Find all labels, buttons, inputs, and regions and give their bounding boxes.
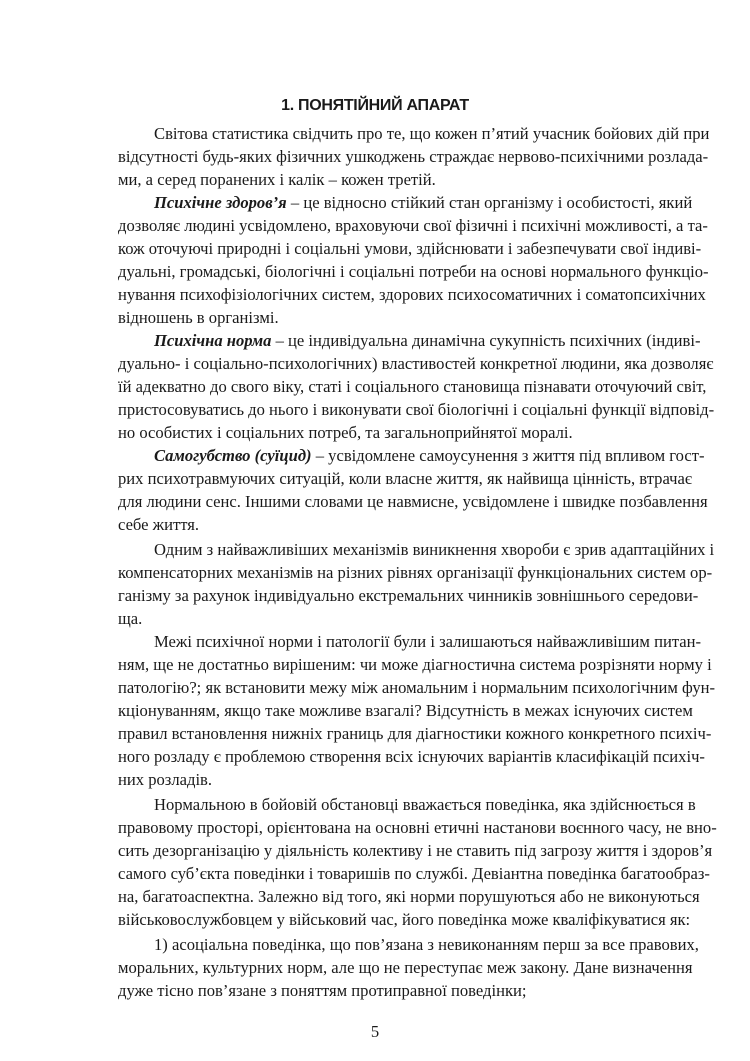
text-line: військовослужбовцем у військовий час, його поведінка може кваліфікуватися як: (118, 910, 691, 929)
text-line: ного розладу є проблемою створення всіх існуючих варіантів класифікацій психіч- (118, 747, 705, 766)
text-line: ми, а серед поранених і калік – кожен третій. (118, 170, 436, 189)
text-line: Межі психічної норми і патології були і залишаються найважливішим питан- (154, 632, 702, 651)
definition-text: – це відносно стійкий стан організму і особистості, який (286, 193, 693, 212)
text-line: самого суб’єкта поведінки і товаришів по службі. Девіантна поведінка багатообраз- (118, 864, 710, 883)
text-line: дуально- і соціально-психологічних) властивостей конкретної людини, яка дозволяє (118, 354, 714, 373)
term-mental-health: Психічне здоров’я (154, 193, 287, 212)
page-number: 5 (370, 1022, 380, 1041)
definition-line (154, 444, 705, 467)
text-line: на, багатоаспектна. Залежно від того, які норми порушуються або не виконуються (118, 887, 700, 906)
text-line: кож оточуючі природні і соціальні умови, здійснювати і забезпечувати свої індиві- (118, 239, 702, 258)
text-line: них розладів. (118, 770, 213, 789)
definition-text: – це індивідуальна динамічна сукупність психічних (індиві- (271, 331, 701, 350)
text-line: дозволяє людині усвідомлено, враховуючи свої фізичні і психічні можливості, а та- (118, 216, 708, 235)
text-line: правовому просторі, орієнтована на основні етичні настанови воєнного часу, не вно- (118, 818, 717, 837)
text-line: правил встановлення нижніх границь для діагностики кожного конкретного психіч- (118, 724, 712, 743)
text-line: патологію?; як встановити межу між аномальним і нормальним психологічним фун- (118, 678, 716, 697)
definition-text: – усвідомлене самоусунення з життя під впливом гост- (311, 446, 705, 465)
text-line: ща. (118, 609, 143, 628)
text-line: для людини сенс. Іншими словами це навмисне, усвідомлене і швидке позбавлення (118, 492, 708, 511)
text-line: рих психотравмуючих ситуацій, коли власне життя, як найвища цінність, втрачає (118, 469, 692, 488)
text-line: но особистих і соціальних потреб, та загальноприйнятої моралі. (118, 423, 573, 442)
definition-line (154, 191, 693, 214)
text-line: їй адекватно до свого віку, статі і соціального становища пізнавати оточуючий світ, (118, 377, 707, 396)
text-line: себе життя. (118, 515, 200, 534)
section-heading: 1. ПОНЯТІЙНИЙ АПАРАТ (281, 97, 469, 114)
text-line: відсутності будь-яких фізичних ушкоджень страждає нервово-психічними розлада- (118, 147, 709, 166)
text-line: кціонуванням, якщо таке можливе взагалі? Відсутність в межах існуючих систем (118, 701, 693, 720)
text-line: моральних, культурних норм, але що не переступає меж закону. Дане визначення (118, 958, 693, 977)
term-mental-norm: Психічна норма (154, 331, 272, 350)
definition-line (154, 329, 701, 352)
text-line: компенсаторних механізмів на різних рівнях організації функціональних систем ор- (118, 563, 713, 582)
text-line: дуже тісно пов’язане з поняттям протиправної поведінки; (118, 981, 527, 1000)
text-line: дуальні, громадські, біологічні і соціальні потреби на основі нормального функціо- (118, 262, 709, 281)
text-line: Світова статистика свідчить про те, що кожен п’ятий учасник бойових дій при (154, 124, 710, 143)
text-line: Нормальною в бойовій обстановці вважається поведінка, яка здійснюється в (154, 795, 696, 814)
term-suicide: Самогубство (суїцид) (154, 446, 312, 465)
text-line: ням, ще не достатньо вирішеним: чи може діагностична система розрізняти норму і (118, 655, 712, 674)
text-line: сить дезорганізацію у діяльність колективу і не ставить під загрозу життя і здоров’я (118, 841, 713, 860)
text-line: ганізму за рахунок індивідуально екстремальних чинників зовнішнього середови- (118, 586, 699, 605)
text-line: пристосовуватись до нього і виконувати свої біологічні і соціальні функції відповід- (118, 400, 715, 419)
text-line: нування психофізіологічних систем, здорових психосоматичних і соматопсихічних (118, 285, 706, 304)
text-line: 1) асоціальна поведінка, що пов’язана з невиконанням перш за все правових, (154, 935, 699, 954)
text-line: відношень в організмі. (118, 308, 279, 327)
text-line: Одним з найважливіших механізмів виникнення хвороби є зрив адаптаційних і (154, 540, 715, 559)
